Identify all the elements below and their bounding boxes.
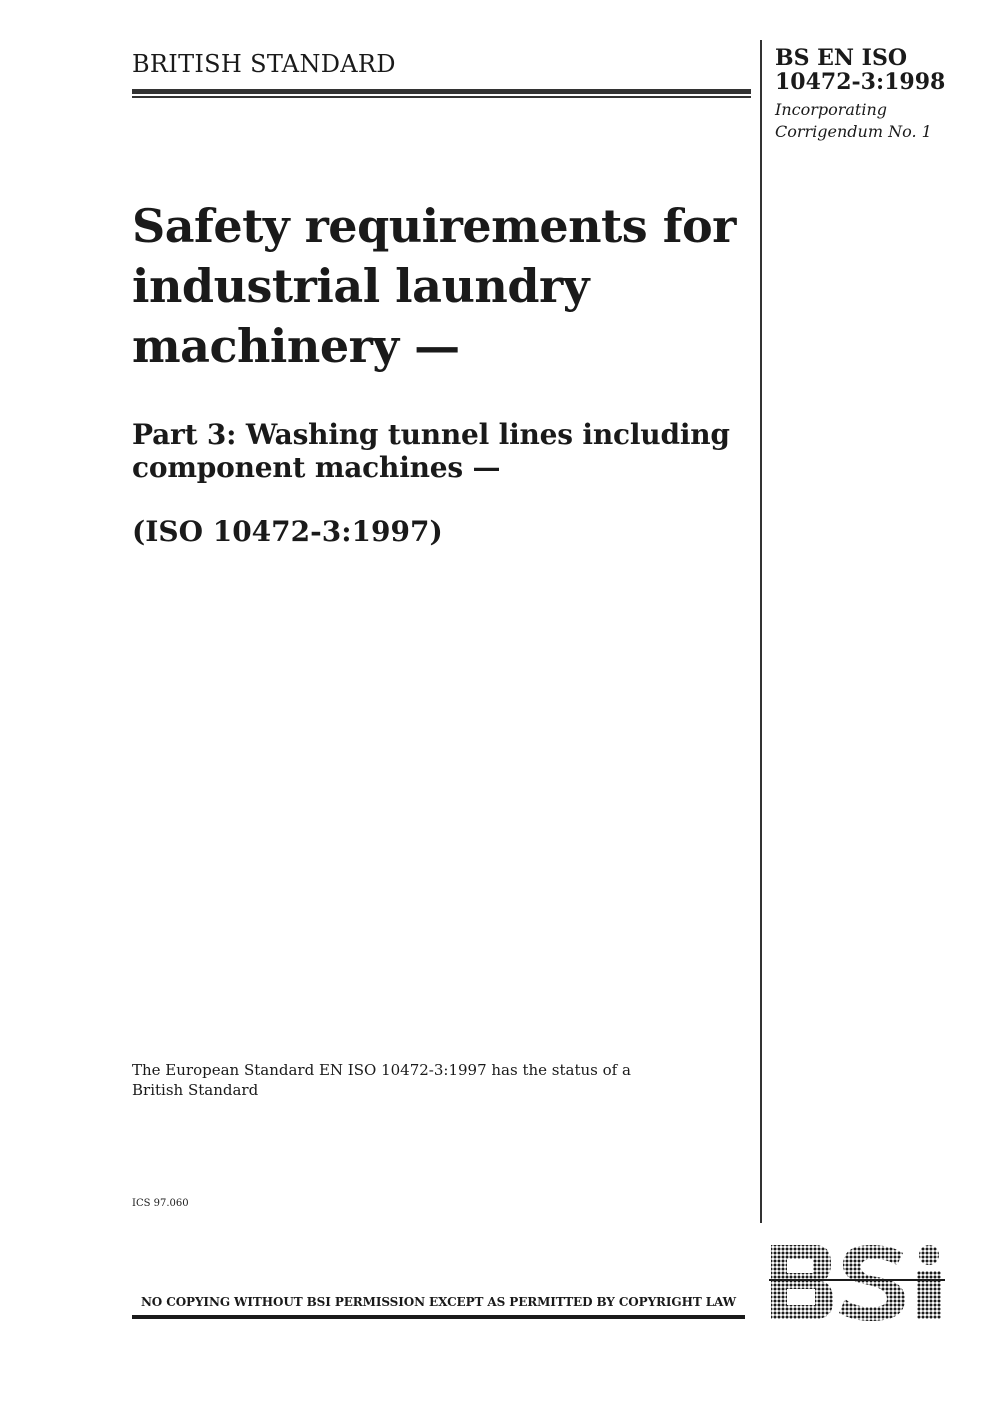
vertical-divider [760,40,762,1223]
incorporating-note [775,99,932,143]
standard-number [775,46,945,94]
part-subtitle [132,418,730,484]
series-label: BRITISH STANDARD [132,50,396,78]
title-line: industrial laundry [132,259,589,313]
header-rule-thin [132,96,751,98]
title-line: machinery — [132,319,460,373]
footer-rule [132,1315,745,1319]
ics-code: ICS 97.060 [132,1198,189,1209]
status-note-line: British Standard [132,1081,259,1099]
status-note-line: The European Standard EN ISO 10472-3:1997 has the status of a [132,1061,631,1079]
iso-reference: (ISO 10472-3:1997) [132,515,443,548]
logo-letter-i [917,1245,941,1319]
document-title [132,196,752,376]
standard-number-line: 10472-3:1998 [775,69,946,95]
incorporating-line: Corrigendum No. 1 [775,122,932,141]
subtitle-line: Part 3: Washing tunnel lines including [132,418,730,451]
incorporating-line: Incorporating [775,100,888,119]
copyright-notice: NO COPYING WITHOUT BSI PERMISSION EXCEPT AS PERMITTED BY COPYRIGHT LAW [140,1295,737,1309]
bsi-logo [769,1243,945,1321]
subtitle-line: component machines — [132,451,501,484]
header-rule-thick [132,89,751,94]
title-line: Safety requirements for [132,199,736,253]
status-note [132,1060,631,1100]
standard-number-line: BS EN ISO [775,45,908,71]
